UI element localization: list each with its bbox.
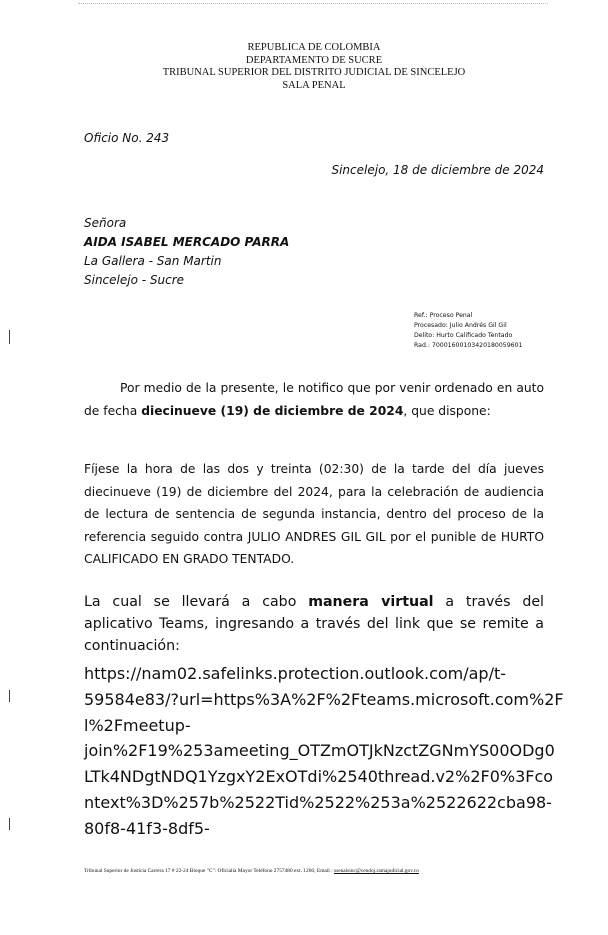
p1-date-bold: diecinueve (19) de diciembre de 2024 [141, 403, 404, 418]
top-edge-line [78, 3, 548, 4]
reference-line: Ref.: Proceso Penal [414, 312, 473, 319]
left-margin-mark [9, 330, 10, 344]
recipient-block [84, 214, 289, 290]
reference-offense: Delito: Hurto Calificado Tentado [414, 332, 513, 339]
reference-case-number: Rad.: 70001600103420180059601 [414, 342, 523, 349]
body-paragraph-2: Fíjese la hora de las dos y treinta (02:30) de la tarde del día jueves diecinueve (19) de diciembre del 2024, para la celebración de audiencia de lectura de sentencia de segunda instancia, dentro del proceso de la referencia seguido contra JULIO ANDRES GIL GIL por el punible de HURTO CALIFICADO EN GRADO TENTADO. [84, 462, 544, 567]
teams-link[interactable] [84, 661, 564, 842]
page-footer [84, 868, 419, 874]
p1-text-end: , que dispone: [403, 403, 491, 418]
link-line[interactable]: LTk4NDgtNDQ1YzgxY2ExOTdi%2540thread.v2%2F0%3Fco [84, 767, 554, 787]
footer-email-link[interactable]: ssenalsinc@cendoj.ramajudicial.gov.co [334, 868, 419, 874]
header-line: DEPARTAMENTO DE SUCRE [245, 54, 383, 66]
p3-virtual-bold: manera virtual [308, 594, 434, 610]
recipient-address: La Gallera - San Martin [84, 254, 222, 268]
link-line[interactable]: https://nam02.safelinks.protection.outlook.com/ap/t- [84, 664, 507, 683]
recipient-salutation: Señora [84, 216, 127, 230]
reference-accused: Procesado: Julio Andrés Gil Gil [414, 322, 507, 329]
footer-text: Tribunal Superior de Justicia Carrera 17 # 22-24 Bloque "C": Oficialía Mayor Teléfono 2757480 ext. 1266; Email : [84, 868, 334, 874]
p3-text: La cual se llevará a cabo [84, 594, 309, 610]
header-line: SALA PENAL [282, 79, 346, 91]
left-margin-mark [9, 818, 10, 830]
link-line[interactable]: 59584e83/?url=https%3A%2F%2Fteams.microsoft.com%2F [84, 689, 564, 709]
header-line: TRIBUNAL SUPERIOR DEL DISTRITO JUDICIAL DE SINCELEJO [162, 67, 466, 78]
p1-text: Por medio de la presente, le notifico que por venir ordenado en auto de fecha [84, 381, 544, 418]
recipient-city: Sincelejo - Sucre [84, 273, 185, 287]
p3-text-end: a través del aplicativo Teams, ingresando a través del link que se remite a continuación: [84, 594, 544, 654]
body-paragraph-1 [84, 377, 544, 422]
link-line[interactable]: 80f8-41f3-8df5- [84, 818, 210, 838]
reference-block [414, 311, 522, 351]
left-margin-mark [9, 690, 10, 702]
link-line[interactable]: l%2Fmeetup- [84, 715, 191, 735]
header-line: REPUBLICA DE COLOMBIA [247, 42, 381, 53]
letterhead [0, 42, 608, 92]
oficio-number: Oficio No. 243 [84, 131, 170, 145]
link-line[interactable]: join%2F19%253ameeting_OTZmOTJkNzctZGNmYS00ODg0 [84, 741, 555, 761]
letter-date: Sincelejo, 18 de diciembre de 2024 [331, 163, 544, 177]
body-paragraph-3 [84, 591, 544, 657]
recipient-name: AIDA ISABEL MERCADO PARRA [84, 235, 290, 249]
link-line[interactable]: ntext%3D%257b%2522Tid%2522%253a%2522622cba98- [84, 792, 552, 812]
